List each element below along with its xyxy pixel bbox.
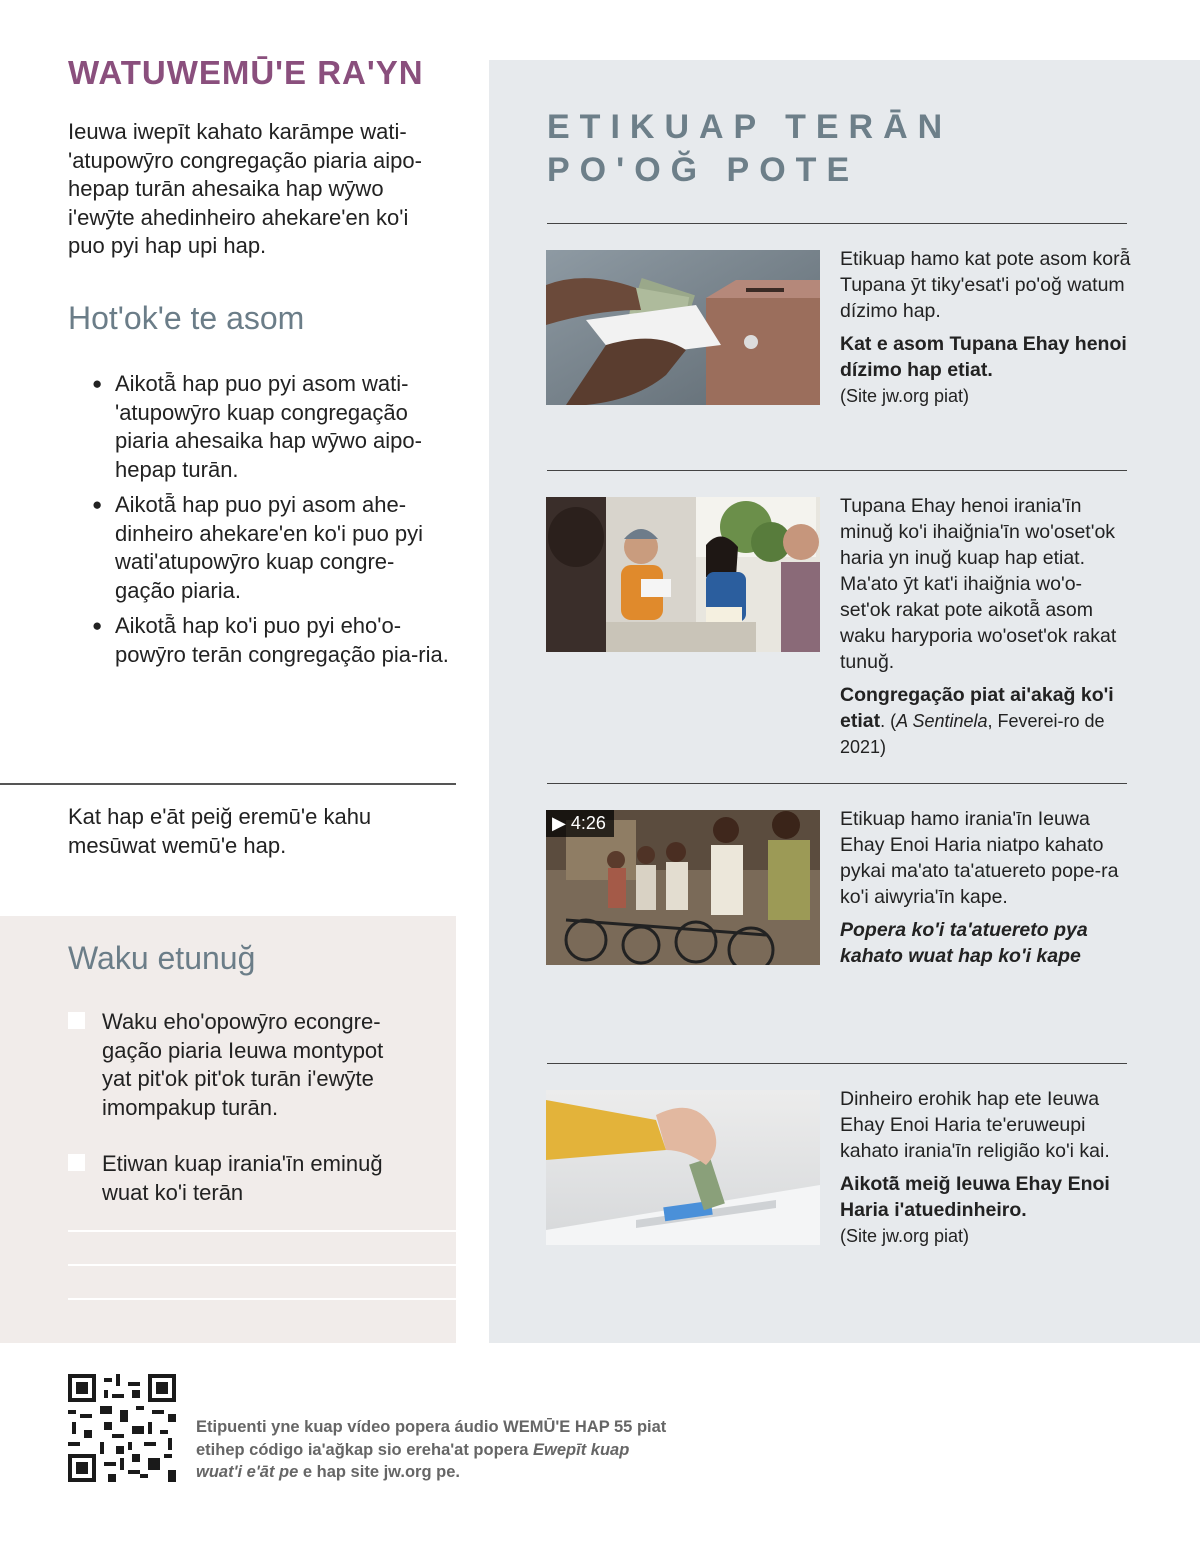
goals-panel	[0, 916, 456, 1343]
bullet-icon: ●	[92, 495, 103, 514]
review-title: Hot'ok'e te asom	[68, 300, 305, 336]
research-divider	[547, 470, 1127, 471]
footer-link[interactable]: Ewepīt kuap wuat'i e'āt pe	[196, 1440, 630, 1481]
review-item: ● Aikotã̄ hap puo pyi asom wati-'atupowȳro kuap congregação piaria ahesaika hap wȳwo aipo-hepap turān.	[92, 371, 422, 482]
hand-inserting-money-photo[interactable]	[546, 1090, 820, 1245]
goals-title: Waku etunuğ	[68, 940, 256, 976]
research-divider	[547, 223, 1127, 224]
review-list	[90, 370, 450, 676]
goal-write-line[interactable]	[68, 1230, 456, 1232]
source-link[interactable]: (Site jw.org piat)	[840, 386, 970, 406]
research-divider	[547, 783, 1127, 784]
research-action[interactable]: Aikotã̄ meiğ Ieuwa Ehay Enoi Haria i'atuedinheiro.	[840, 1173, 1110, 1221]
goal-item: Etiwan kuap irania'īn eminuğ wuat ko'i terān	[68, 1150, 408, 1210]
footer-text: Etipuenti yne kuap vídeo popera áudio WEMŪ'E HAP 55 piat etihep código ia'ağkap sio ereha'at popera Ewepīt kuap wuat'i e'āt pe e hap site jw.org pe.	[196, 1418, 667, 1481]
bullet-icon: ●	[92, 616, 103, 635]
research-item-text: Etikuap hamo kat pote asom korã̄ Tupana ȳt tiky'esat'i po'oğ watum dízimo hap. Kat e asom Tupana Ehay henoi dízimo hap etiat. (Site jw.org piat)	[840, 246, 1132, 416]
play-icon: ▶	[552, 813, 566, 833]
research-action[interactable]: Congregação piat ai'akağ ko'i etiat	[840, 684, 1114, 732]
research-item-text: Dinheiro erohik hap ete Ieuwa Ehay Enoi Haria te'eruweupi kahato irania'īn religião ko'i kai. Aikotã̄ meiğ Ieuwa Ehay Enoi Haria i'atuedinheiro. (Site jw.org piat)	[840, 1086, 1132, 1256]
review-item: ● Aikotã̄ hap puo pyi asom ahe-dinheiro ahekare'en ko'i puo pyi wati'atupowȳro kuap congre-gação piaria.	[92, 492, 424, 603]
research-item-text: Etikuap hamo irania'īn Ieuwa Ehay Enoi Haria niatpo kahato pykai ma'ato ta'atuereto pope-ra ko'i aiwyria'īn kape. Popera ko'i ta'atuereto pya kahato wuat hap ko'i kape	[840, 806, 1132, 976]
goal-write-line[interactable]	[68, 1264, 456, 1266]
research-title: ETIKUAP TERĀN PO'OĞ POTE	[547, 108, 953, 189]
review-item: ● Aikotã̄ hap ko'i puo pyi eho'o-powȳro terān congregação pia-ria.	[92, 613, 449, 667]
research-divider	[547, 1063, 1127, 1064]
research-item-text: Tupana Ehay henoi irania'īn minuğ ko'i ihaiğnia'īn wo'oset'ok haria yn inuğ kuap hap etiat. Ma'ato ȳt kat'i ihaiğnia wo'o-set'ok rakat pote aikotã̄ asom waku haryporia wo'oset'ok rakat tunuğ. Congregação piat ai'akağ ko'i etiat. (A Sentinela, Feverei-ro de 2021)	[840, 495, 1117, 757]
research-action[interactable]: Kat e asom Tupana Ehay henoi dízimo hap etiat.	[840, 333, 1127, 381]
bullet-icon: ●	[92, 374, 103, 393]
summary-title: WATUWEMŪ'E RA'YN	[68, 54, 424, 91]
goal-checkbox[interactable]	[68, 1012, 85, 1029]
think-about-text: Kat hap e'āt peiğ eremū'e kahu mesūwat wemū'e hap.	[68, 804, 372, 858]
source-link[interactable]: A Sentinela	[896, 711, 988, 731]
goal-write-line[interactable]	[68, 1298, 456, 1300]
summary-text: Ieuwa iwepīt kahato karāmpe wati-'atupowȳro congregação piaria aipo-hepap turān ahesaika hap wȳwo i'ewȳte ahedinheiro ahekare'en ko'i puo pyi hap upi hap.	[68, 119, 422, 258]
women-bible-study-photo[interactable]	[546, 497, 820, 652]
goal-item: Waku eho'opowȳro econgre-gação piaria Ieuwa montypot yat pit'ok pit'ok turān i'ewȳte imompakup turān.	[68, 1008, 408, 1128]
research-action[interactable]: Popera ko'i ta'atuereto pya kahato wuat hap ko'i kape	[840, 919, 1088, 967]
envelope-donation-box-photo[interactable]	[546, 250, 820, 405]
men-with-bicycles-video[interactable]	[546, 810, 820, 965]
goal-checkbox[interactable]	[68, 1154, 85, 1171]
qr-code-icon[interactable]	[68, 1374, 176, 1482]
source-link[interactable]: (Site jw.org piat)	[840, 1226, 970, 1246]
video-duration-badge[interactable]: ▶ 4:26	[546, 810, 614, 837]
section-divider	[0, 783, 456, 785]
